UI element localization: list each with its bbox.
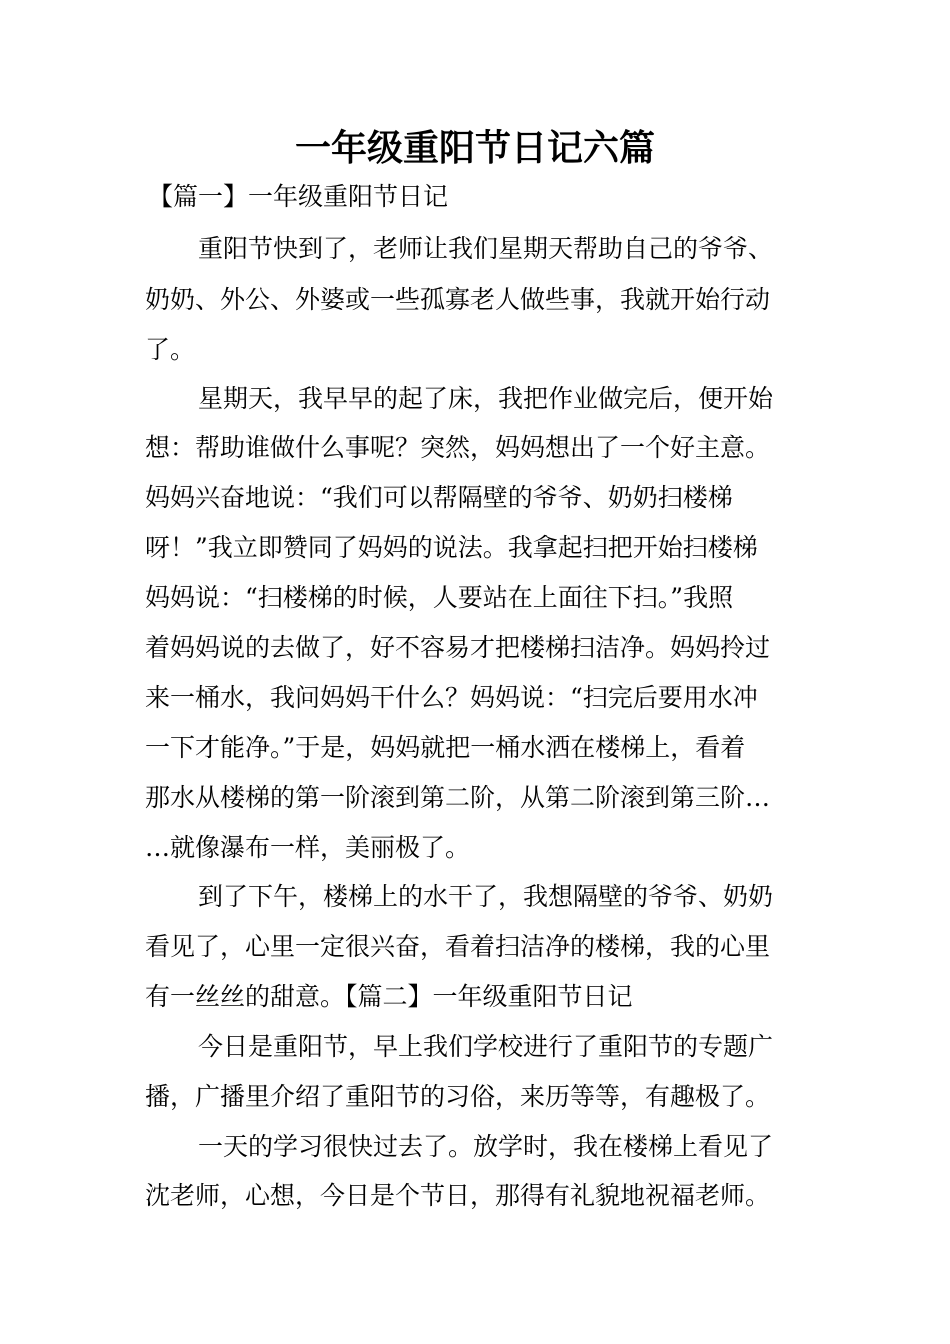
section-heading-1: 【篇一】一年级重阳节日记 bbox=[148, 182, 449, 211]
paragraph-line: 看见了，心里一定很兴奋，看着扫洁净的楼梯，我的心里 bbox=[145, 932, 771, 961]
paragraph-line: 了。 bbox=[145, 335, 196, 364]
paragraph-line: 重阳节快到了，老师让我们星期天帮助自己的爷爷、 bbox=[198, 234, 774, 263]
paragraph-line: 奶奶、外公、外婆或一些孤寡老人做些事，我就开始行动 bbox=[145, 285, 771, 314]
paragraph-line: 妈妈兴奋地说：“我们可以帮隔壁的爷爷、奶奶扫楼梯 bbox=[145, 483, 733, 512]
paragraph-line: 播，广播里介绍了重阳节的习俗，来历等等，有趣极了。 bbox=[145, 1082, 771, 1111]
paragraph-line: 今日是重阳节，早上我们学校进行了重阳节的专题广 bbox=[198, 1032, 774, 1061]
document-title: 一年级重阳节日记六篇 bbox=[294, 128, 655, 169]
paragraph-line: 星期天，我早早的起了床，我把作业做完后，便开始 bbox=[198, 384, 774, 413]
paragraph-line: 到了下午，楼梯上的水干了，我想隔壁的爷爷、奶奶 bbox=[198, 882, 774, 911]
paragraph-line: 妈妈说：“扫楼梯的时候，人要站在上面往下扫。”我照 bbox=[145, 583, 734, 612]
paragraph-line: 那水从楼梯的第一阶滚到第二阶，从第二阶滚到第三阶… bbox=[145, 783, 771, 812]
paragraph-line: 着妈妈说的去做了，好不容易才把楼梯扫洁净。妈妈拎过 bbox=[145, 633, 771, 662]
paragraph-line: 来一桶水，我问妈妈干什么？妈妈说：“扫完后要用水冲 bbox=[145, 683, 758, 712]
paragraph-line: 沈老师，心想，今日是个节日，那得有礼貌地祝福老师。 bbox=[145, 1181, 771, 1210]
paragraph-line: …就像瀑布一样，美丽极了。 bbox=[145, 833, 471, 862]
paragraph-line: 呀！”我立即赞同了妈妈的说法。我拿起扫把开始扫楼梯 bbox=[145, 533, 758, 562]
paragraph-line: 一天的学习很快过去了。放学时，我在楼梯上看见了 bbox=[198, 1132, 774, 1161]
paragraph-line: 有一丝丝的甜意。【篇二】一年级重阳节日记 bbox=[145, 982, 633, 1011]
paragraph-line: 想：帮助谁做什么事呢？突然，妈妈想出了一个好主意。 bbox=[145, 433, 771, 462]
paragraph-line: 一下才能净。”于是，妈妈就把一桶水洒在楼梯上，看着 bbox=[145, 733, 746, 762]
